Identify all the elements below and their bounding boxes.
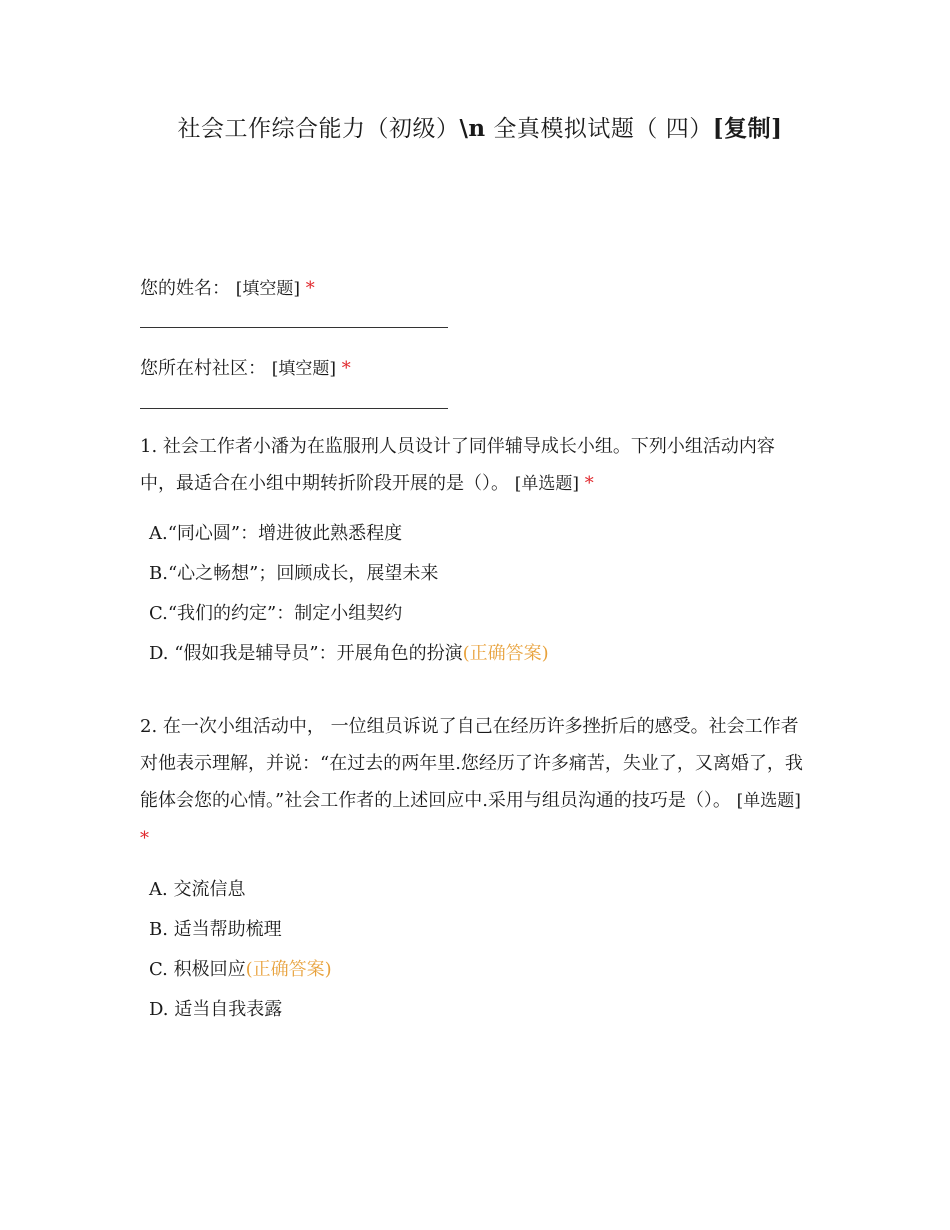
correct-answer-note: (正确答案) bbox=[462, 643, 549, 664]
q2-option-a[interactable] bbox=[149, 875, 245, 901]
title-middle: 全真模拟试题（ 四） bbox=[493, 116, 713, 142]
name-label: 您的姓名： bbox=[140, 278, 230, 299]
q1-option-d[interactable] bbox=[149, 639, 549, 665]
community-input-line[interactable] bbox=[140, 408, 448, 409]
correct-answer-note: (正确答案) bbox=[245, 959, 332, 980]
question-2-type-tag: [单选题] bbox=[736, 791, 801, 811]
option-text: D. 适当自我表露 bbox=[149, 999, 283, 1020]
q1-option-c[interactable] bbox=[149, 599, 402, 625]
required-mark: * bbox=[305, 278, 315, 299]
option-text: C. 积极回应 bbox=[149, 959, 246, 980]
community-label: 您所在村社区： bbox=[140, 358, 266, 379]
q2-option-b[interactable] bbox=[149, 915, 282, 941]
page-title bbox=[0, 110, 950, 143]
question-2 bbox=[140, 708, 805, 857]
question-1-type-tag: [单选题] bbox=[514, 474, 579, 494]
q2-option-c[interactable] bbox=[149, 955, 332, 981]
question-1-text: 1. 社会工作者小潘为在监服刑人员设计了同伴辅导成长小组。下列小组活动内容中，最适合在小组中期转折阶段开展的是（）。 bbox=[140, 436, 775, 494]
title-prefix: 社会工作综合能力（初级） bbox=[177, 116, 460, 142]
q1-option-a[interactable] bbox=[149, 519, 402, 545]
option-text: A. 交流信息 bbox=[149, 879, 246, 900]
q2-option-d[interactable] bbox=[149, 995, 282, 1021]
name-field-label bbox=[140, 274, 315, 300]
option-text: C.“我们的约定”：制定小组契约 bbox=[149, 603, 403, 624]
name-type-tag: [填空题] bbox=[235, 279, 300, 299]
option-text: B. 适当帮助梳理 bbox=[149, 919, 282, 940]
community-field-label bbox=[140, 354, 351, 380]
option-text: A.“同心圆”：增进彼此熟悉程度 bbox=[149, 523, 403, 544]
option-text: B.“心之畅想”；回顾成长，展望未来 bbox=[149, 563, 439, 584]
required-mark: * bbox=[341, 358, 351, 379]
community-type-tag: [填空题] bbox=[271, 359, 336, 379]
option-text: D. “假如我是辅导员”：开展角色的扮演 bbox=[149, 643, 463, 664]
required-mark: * bbox=[140, 828, 149, 849]
name-input-line[interactable] bbox=[140, 327, 448, 328]
question-1 bbox=[140, 428, 805, 503]
required-mark: * bbox=[584, 473, 594, 494]
question-2-text: 2. 在一次小组活动中， 一位组员诉说了自己在经历许多挫折后的感受。社会工作者对他表示理解，并说：“在过去的两年里.您经历了许多痛苦，失业了，又离婚了，我能体会您的心情。”社会工作者的上述回应中.采用与组员沟通的技巧是（）。 bbox=[140, 716, 803, 811]
q1-option-b[interactable] bbox=[149, 559, 438, 585]
title-newline-marker: \n bbox=[459, 115, 486, 142]
copy-link[interactable]: [复制] bbox=[712, 115, 783, 142]
